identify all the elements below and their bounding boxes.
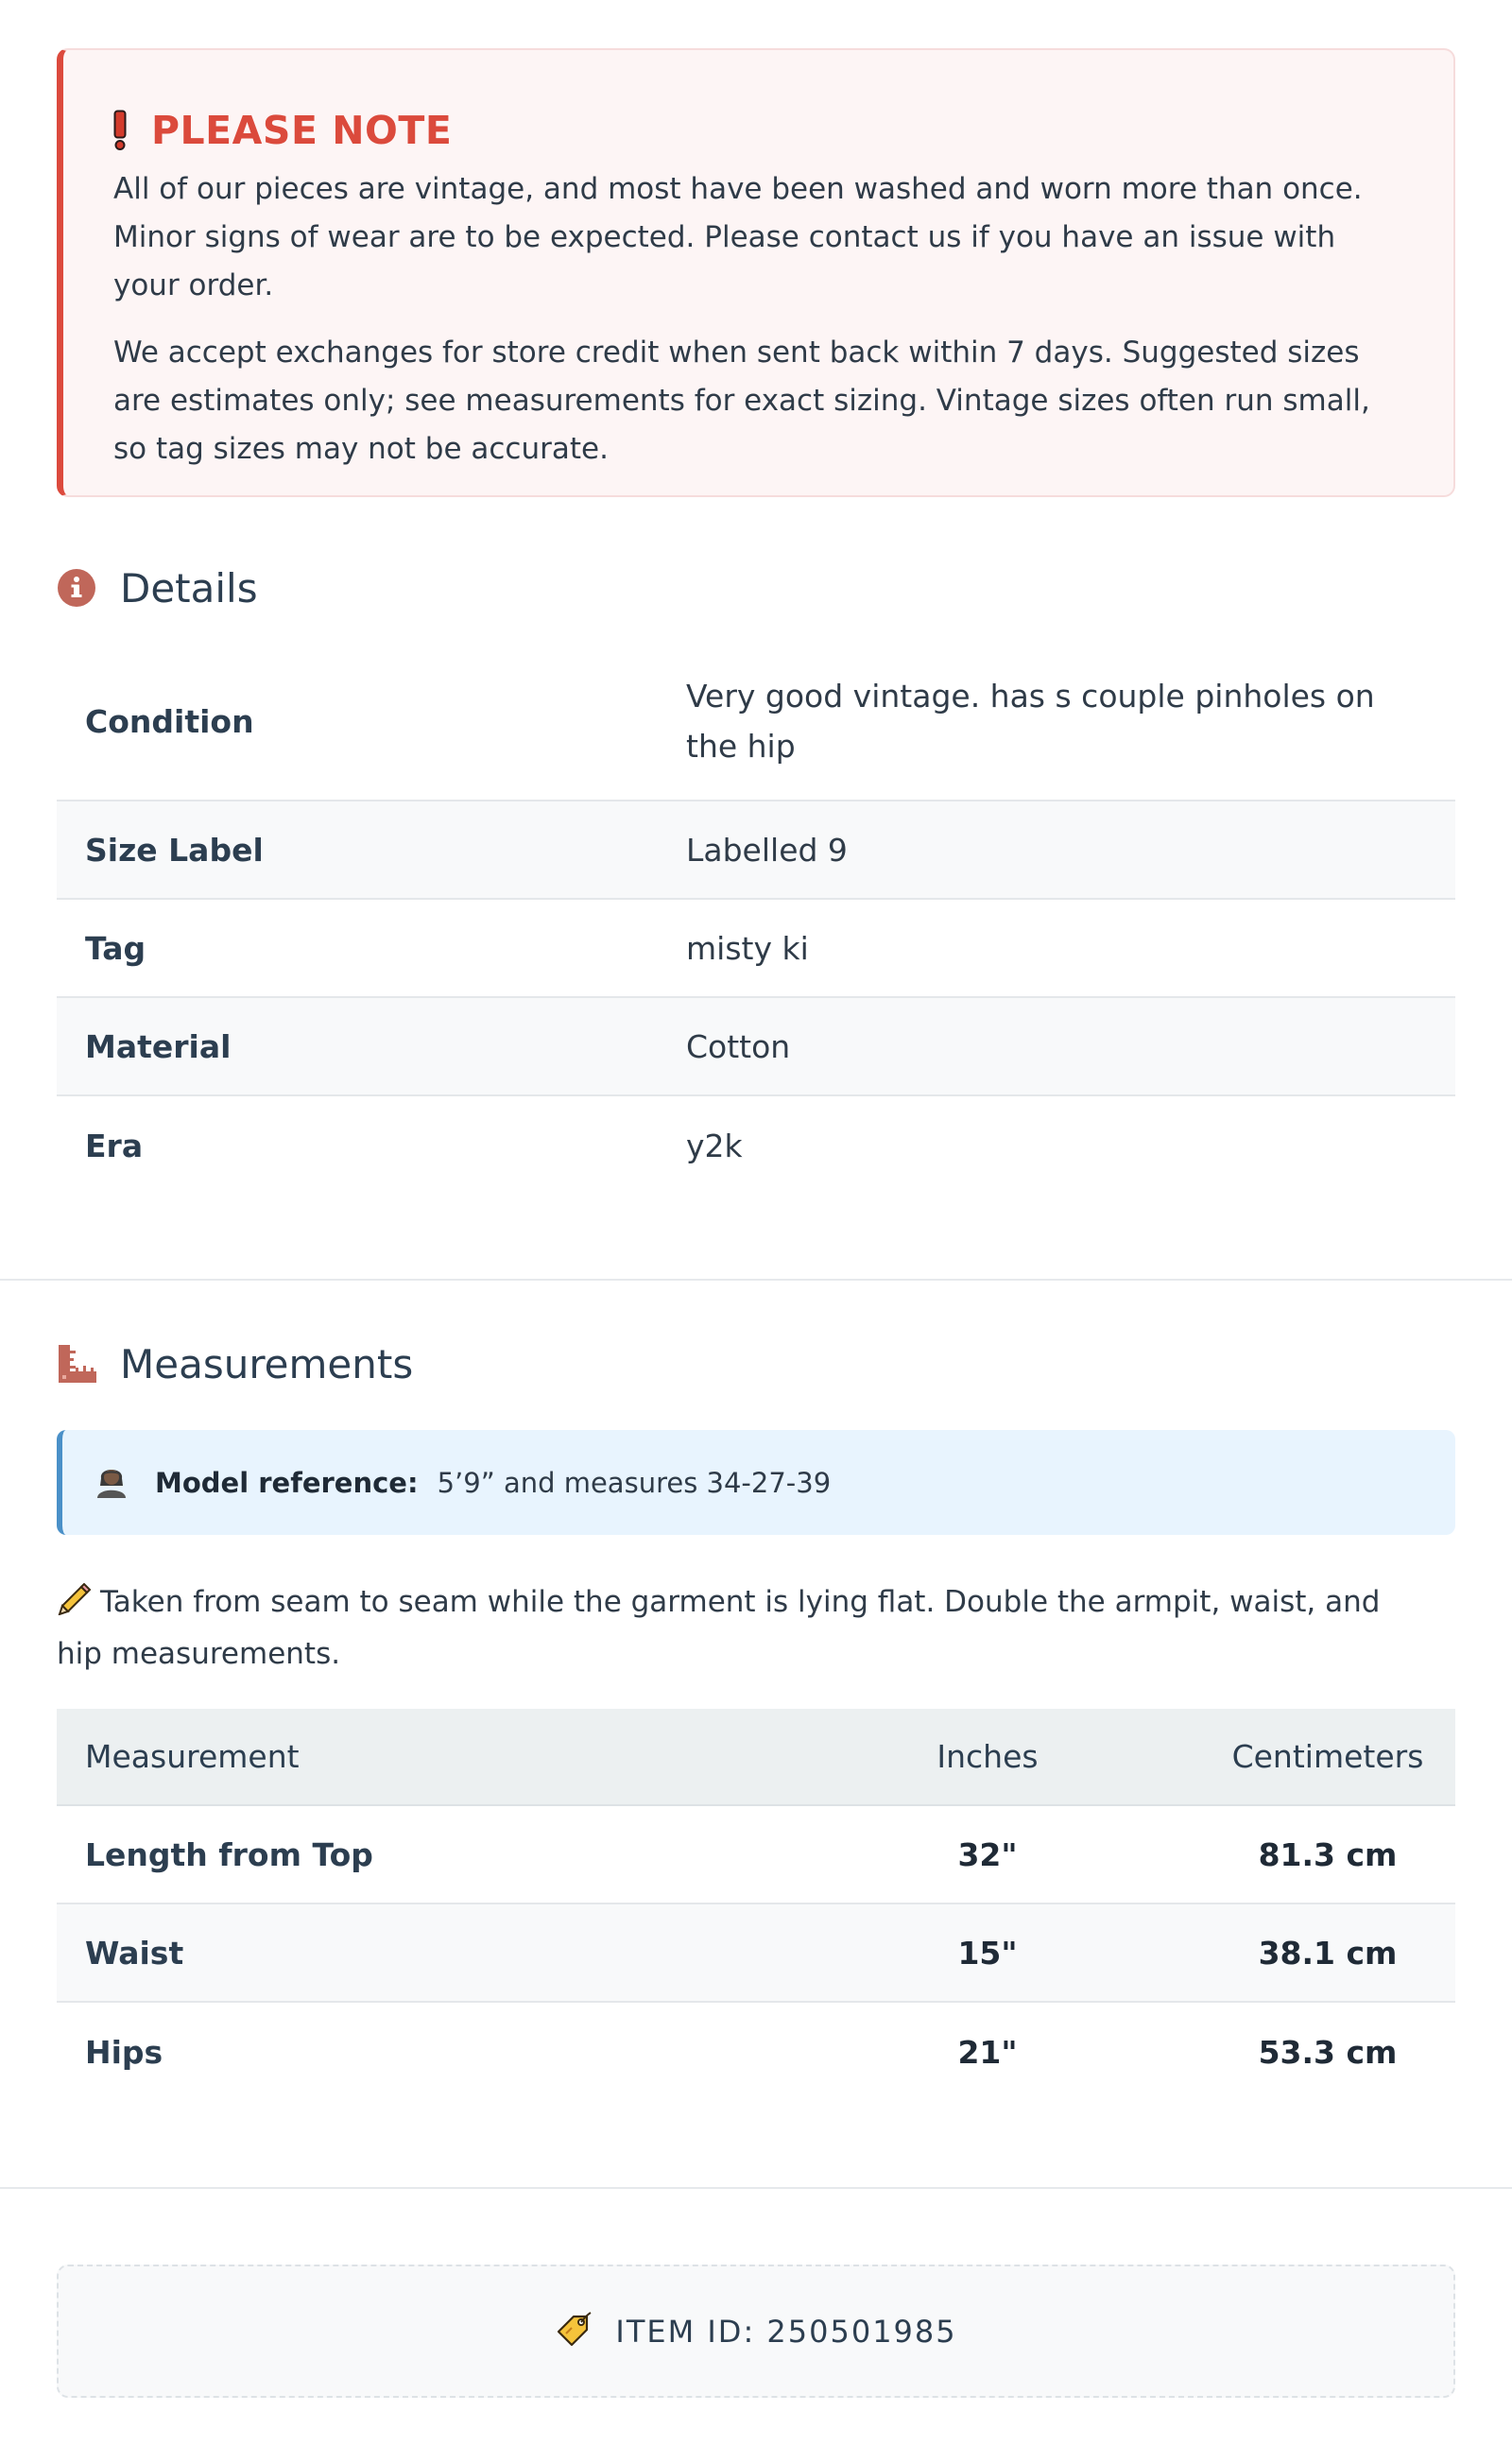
measurement-instructions [57, 1578, 1418, 1679]
table-row [57, 1904, 1455, 2003]
model-reference-label: Model reference: [155, 1466, 419, 1499]
header-measurement: Measurement [85, 1738, 300, 1775]
measurement-inches: 32" [957, 1835, 1018, 1873]
measurement-name: Hips [85, 2033, 163, 2071]
info-circle-icon [57, 568, 120, 608]
details-label: Tag [85, 929, 146, 967]
details-label: Material [85, 1027, 232, 1065]
model-reference-box [57, 1430, 1455, 1535]
table-row [57, 1806, 1455, 1904]
note-header [113, 107, 1406, 154]
item-id-box [57, 2265, 1455, 2398]
measurement-cm: 53.3 cm [1258, 2033, 1398, 2071]
header-centimeters: Centimeters [1231, 1738, 1424, 1775]
ruler-icon [57, 1343, 120, 1385]
details-value: Labelled 9 [686, 831, 848, 869]
pencil-icon [57, 1582, 93, 1630]
measurement-cm: 38.1 cm [1258, 1934, 1398, 1972]
details-value: Cotton [686, 1027, 791, 1065]
details-label: Era [85, 1127, 144, 1164]
details-header [57, 560, 258, 616]
details-table [57, 643, 1455, 1195]
measurement-inches: 15" [957, 1934, 1018, 1972]
price-tag-icon [555, 2311, 593, 2352]
measurement-note-text: Taken from seam to seam while the garment is lying flat. Double the armpit, waist, and hip measurements. [57, 1585, 1381, 1671]
item-id-text: ITEM ID: 250501985 [615, 2313, 957, 2350]
measurements-header [57, 1335, 413, 1392]
details-row [57, 801, 1455, 900]
details-label: Size Label [85, 831, 264, 869]
measurements-header-row [57, 1709, 1455, 1806]
details-row [57, 998, 1455, 1096]
header-inches: Inches [936, 1738, 1039, 1775]
please-note-box [57, 48, 1455, 497]
note-title: PLEASE NOTE [151, 108, 453, 153]
measurement-inches: 21" [957, 2033, 1018, 2071]
exclamation-icon [113, 110, 151, 151]
measurement-name: Waist [85, 1934, 184, 1972]
measurements-title: Measurements [120, 1340, 414, 1387]
details-value: Very good vintage. has s couple pinholes on the hip [686, 678, 1375, 765]
details-row [57, 900, 1455, 998]
person-icon [94, 1463, 129, 1503]
measurement-name: Length from Top [85, 1835, 373, 1873]
details-row [57, 1096, 1455, 1195]
section-divider [0, 1279, 1512, 1281]
section-divider [0, 2187, 1512, 2189]
note-paragraph-1: All of our pieces are vintage, and most have been washed and worn more than once. Minor signs of wear are to be expected. Please contact us if you have an issue with your order. [113, 172, 1363, 302]
details-title: Details [120, 564, 258, 612]
table-row [57, 2003, 1455, 2101]
measurement-cm: 81.3 cm [1258, 1835, 1398, 1873]
details-value: y2k [686, 1127, 743, 1164]
details-label: Condition [85, 702, 254, 740]
details-value: misty ki [686, 929, 809, 967]
measurements-table [57, 1709, 1455, 2101]
note-paragraph-2: We accept exchanges for store credit when sent back within 7 days. Suggested sizes are estimates only; see measurements for exact sizing. Vintage sizes often run small, so tag sizes may not be accurate. [113, 336, 1370, 466]
details-row [57, 643, 1455, 801]
model-reference-value: 5’9” and measures 34-27-39 [437, 1466, 832, 1499]
